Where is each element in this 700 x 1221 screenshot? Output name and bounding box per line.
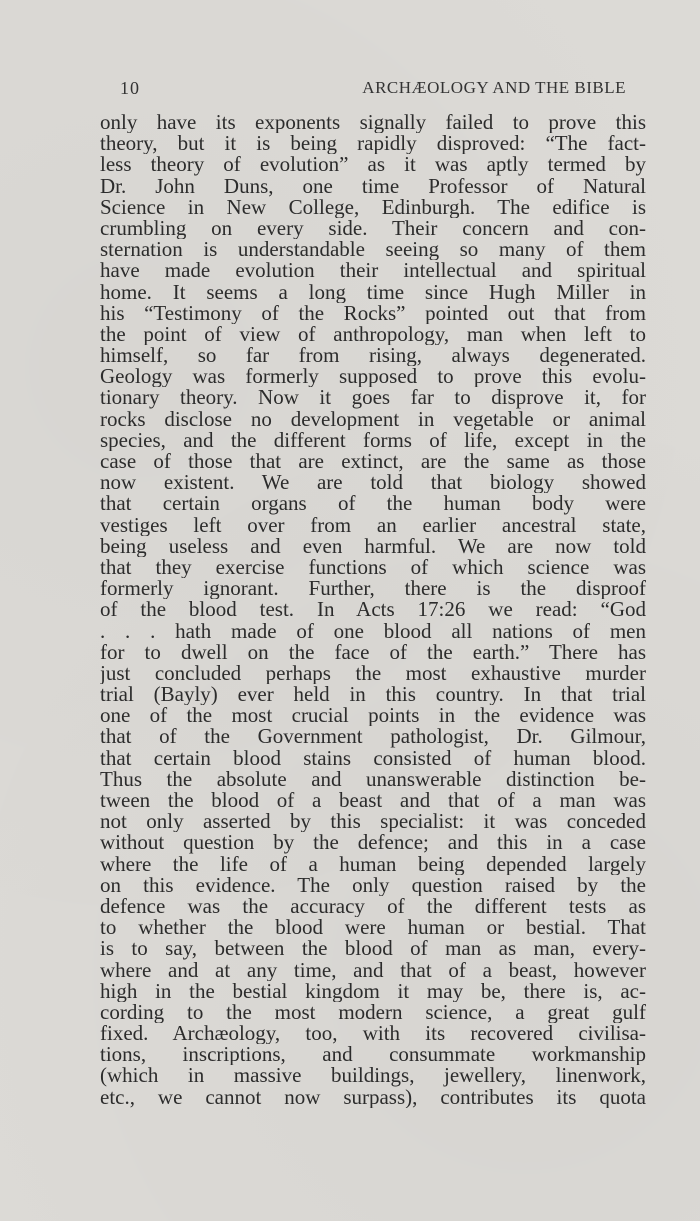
text-line: vestiges left over from an earlier ancestral state, — [100, 514, 646, 536]
text-line: tions, inscriptions, and consummate workmanship — [100, 1044, 646, 1066]
text-line: is to say, between the blood of man as man, every- — [100, 938, 646, 960]
text-line: that they exercise functions of which science was — [100, 556, 646, 579]
text-line: that of the Government pathologist, Dr. Gilmour, — [100, 726, 646, 748]
text-line: one of the most crucial points in the evidence was — [100, 705, 646, 727]
text-line: that certain blood stains consisted of human blood. — [100, 747, 646, 769]
text-line: case of those that are extinct, are the same as those — [100, 451, 646, 473]
text-line: to whether the blood were human or bestial. That — [100, 917, 646, 939]
text-line: rocks disclose no development in vegetable or animal — [100, 408, 646, 430]
text-line: now existent. We are told that biology showed — [100, 472, 646, 494]
text-line: where and at any time, and that of a beast, however — [100, 959, 646, 981]
text-line: not only asserted by this specialist: it was conceded — [100, 811, 646, 833]
text-line: home. It seems a long time since Hugh Miller in — [100, 281, 646, 303]
text-line: Geology was formerly supposed to prove this evolu- — [100, 366, 646, 388]
text-line: for to dwell on the face of the earth.” There has — [100, 641, 646, 663]
text-line: tween the blood of a beast and that of a man was — [100, 790, 646, 812]
text-line: formerly ignorant. Further, there is the disproof — [100, 578, 646, 600]
text-line: that certain organs of the human body were — [100, 493, 646, 515]
text-line: being useless and even harmful. We are now told — [100, 535, 646, 557]
text-line: Thus the absolute and unanswerable distinction be- — [100, 768, 646, 790]
text-line: . . . hath made of one blood all nations of men — [100, 620, 646, 642]
text-line: trial (Bayly) ever held in this country. In that trial — [100, 684, 646, 706]
text-line: cording to the most modern science, a great gulf — [100, 1001, 646, 1024]
text-line: theory, but it is being rapidly disproved: “The fact- — [100, 133, 646, 155]
running-title: ARCHÆOLOGY AND THE BIBLE — [362, 78, 626, 97]
text-line: tionary theory. Now it goes far to disprove it, for — [100, 387, 646, 409]
text-line: (which in massive buildings, jewellery, linenwork, — [100, 1065, 646, 1087]
text-line: where the life of a human being depended largely — [100, 853, 646, 875]
text-line: on this evidence. The only question raised by the — [100, 874, 646, 896]
text-line: species, and the different forms of life, except in the — [100, 429, 646, 451]
text-line: his “Testimony of the Rocks” pointed out that from — [100, 302, 646, 324]
text-line: less theory of evolution” as it was aptly termed by — [100, 154, 646, 176]
text-line: high in the bestial kingdom it may be, there is, ac- — [100, 980, 646, 1002]
text-line: etc., we cannot now surpass), contributes its quota — [100, 1086, 646, 1108]
text-line: the point of view of anthropology, man when left to — [100, 323, 646, 346]
text-line: defence was the accuracy of the different tests as — [100, 895, 646, 918]
text-line: Dr. John Duns, one time Professor of Natural — [100, 175, 646, 197]
text-line: sternation is understandable seeing so many of them — [100, 239, 646, 261]
text-line: fixed. Archæology, too, with its recovered civilisa- — [100, 1023, 646, 1045]
page-header — [120, 78, 626, 102]
text-line: only have its exponents signally failed to prove this — [100, 112, 646, 134]
text-line: Science in New College, Edinburgh. The edifice is — [100, 196, 646, 218]
text-line: of the blood test. In Acts 17:26 we read: “God — [100, 599, 646, 621]
text-line: crumbling on every side. Their concern and con- — [100, 217, 646, 240]
page-number: 10 — [120, 78, 140, 98]
text-line: have made evolution their intellectual and spiritual — [100, 260, 646, 282]
body-text — [100, 112, 646, 1108]
text-line: just concluded perhaps the most exhaustive murder — [100, 662, 646, 685]
text-line: himself, so far from rising, always degenerated. — [100, 345, 646, 367]
text-line: without question by the defence; and this in a case — [100, 832, 646, 854]
